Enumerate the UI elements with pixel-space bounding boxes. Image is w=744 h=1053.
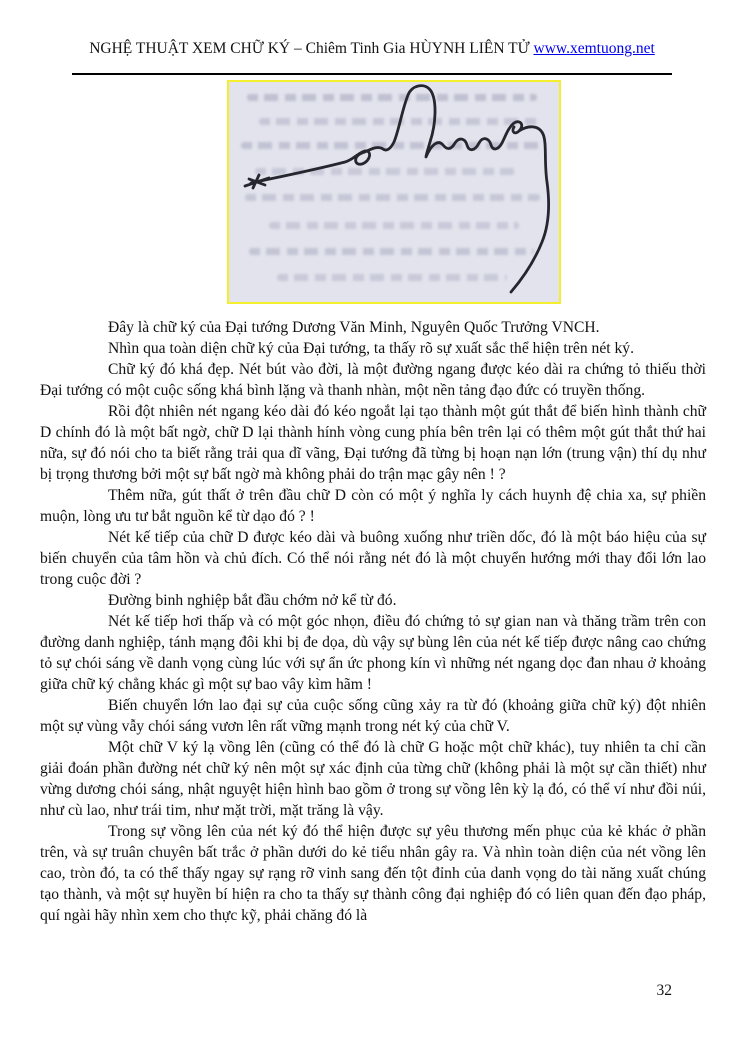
paragraph: Thêm nữa, gút thất ở trên đầu chữ D còn có một ý nghĩa ly cách huynh đệ chia xa, sự phiền muộn, lòng ưu tư bắt nguồn kể từ dạo đó ? ! <box>40 487 706 525</box>
paragraph: Chữ ký đó khá đẹp. Nét bút vào đời, là một đường ngang được kéo dài ra chứng tỏ thiếu thời Đại tướng có một cuộc sống khá bình lặng và thanh nhàn, một nền tảng đạo đức có truyền thống. <box>40 361 706 399</box>
page-number: 32 <box>656 982 672 999</box>
page-header <box>0 40 744 58</box>
paragraph: Nét kế tiếp hơi thấp và có một góc nhọn, điều đó chứng tỏ sự gian nan và thăng trầm trên con đường danh nghiệp, tánh mạng đôi khi bị đe dọa, dù vậy sự bùng lên của nét kế tiếp được nâng cao chứng tỏ sự chói sáng về danh vọng cùng lúc với sự ẩn ức phong kín vì những nét ngang dọc đan nhau ở khoảng giữa chữ ký chẳng khác gì một sự bao vây kìm hãm ! <box>40 613 706 693</box>
signature-scan-image <box>227 80 561 304</box>
paragraph: Một chữ V ký lạ vồng lên (cũng có thể đó là chữ G hoặc một chữ khác), tuy nhiên ta chỉ cần giải đoán phần đường nét chữ ký nên một sự xác định của từng chữ (không phải là một sự cần thiết) như vừng dương chói sáng, nhật nguyệt hiện hình bao gồm ở trong sự vồng lên kỳ lạ đó, có thể ví như đồi núi, như cù lao, như trái tim, như mặt trời, mặt trăng là vậy. <box>40 739 706 819</box>
article-body <box>40 317 706 926</box>
header-divider <box>72 73 672 75</box>
paragraph: Trong sự vồng lên của nét ký đó thể hiện được sự yêu thương mến phục của kẻ khác ở phần trên, và sự truân chuyên bất trắc ở phần dưới do kẻ tiểu nhân gây ra. Và nhìn toàn diện của nét vồng lên cao, tròn đó, ta có thể thấy ngay sự rạng rỡ vinh sang đến tột đỉnh của danh vọng do tài năng xuất chúng tạo thành, và một sự huyền bí hiện ra cho ta thấy sự thành công đại nghiệp đó có liên quan đến đạo pháp, quí ngài hãy nhìn xem cho thực kỹ, phải chăng đó là <box>40 823 706 924</box>
paragraph: Nét kế tiếp của chữ D được kéo dài và buông xuống như triền dốc, đó là một báo hiệu của sự biến chuyển của tâm hồn và chủ đích. Có thể nói rằng nét đó là một chuyển hướng mới thay đổi lớn lao trong cuộc đời ? <box>40 529 706 588</box>
paragraph: Rồi đột nhiên nét ngang kéo dài đó kéo ngoắt lại tạo thành một gút thắt để biến hình thành chữ D chính đó là một bất ngờ, chữ D lại thành hính vòng cung phía bên trên lại có thêm một gút thắt thứ hai nữa, sự đó nói cho ta biết rằng trải qua dĩ vãng, Đại tướng đã từng bị hoạn nạn lớn (trung vận) thí dụ như bị trọng thương bởi một sự bất ngờ mà không phải do trận mạc gây nên ! ? <box>40 403 706 483</box>
header-title: NGHỆ THUẬT XEM CHỮ KÝ – Chiêm Tinh Gia HÙYNH LIÊN TỬ <box>89 40 530 57</box>
signature-stroke <box>229 82 561 304</box>
paragraph: Nhìn qua toàn diện chữ ký của Đại tướng, ta thấy rõ sự xuất sắc thể hiện trên nét ký. <box>108 340 634 357</box>
paragraph: Đường binh nghiệp bắt đầu chớm nở kể từ đó. <box>108 592 397 609</box>
paragraph: Đây là chữ ký của Đại tướng Dương Văn Minh, Nguyên Quốc Trưởng VNCH. <box>108 319 600 336</box>
paragraph: Biến chuyển lớn lao đại sự của cuộc sống cũng xảy ra từ đó (khoảng giữa chữ ký) đột nhiên một sự vùng vẫy chói sáng vươn lên rất vững mạnh trong nét ký của chữ V. <box>40 697 706 735</box>
header-link[interactable]: www.xemtuong.net <box>533 40 655 57</box>
